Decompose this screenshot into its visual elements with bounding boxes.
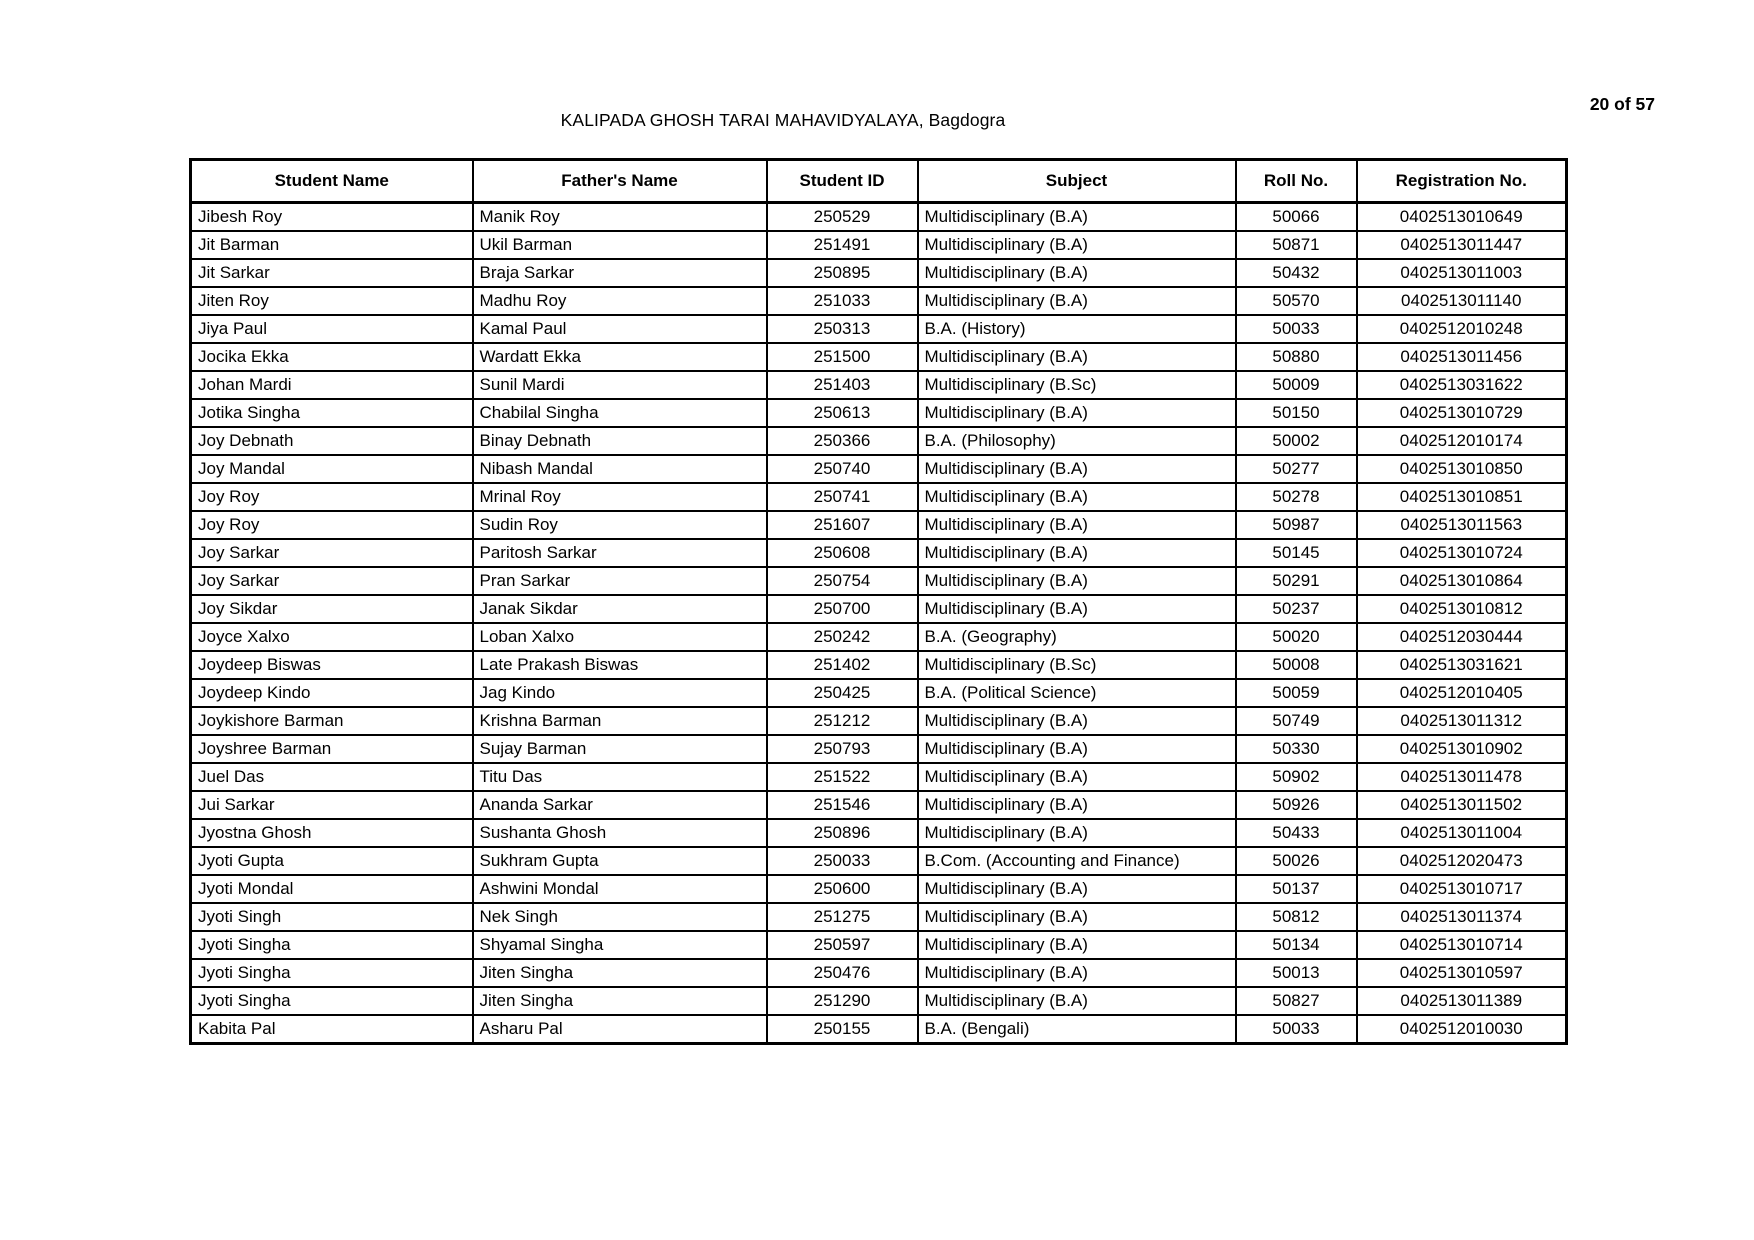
- cell-subject: Multidisciplinary (B.A): [918, 483, 1236, 511]
- page-number-indicator: 20 of 57: [1589, 94, 1655, 114]
- cell-subject: Multidisciplinary (B.A): [918, 735, 1236, 763]
- column-header-student-id: Student ID: [767, 160, 918, 203]
- cell-fathers-name: Janak Sikdar: [473, 595, 767, 623]
- cell-student-id: 250313: [767, 315, 918, 343]
- cell-roll-no: 50291: [1236, 567, 1357, 595]
- cell-student-id: 250033: [767, 847, 918, 875]
- table-row: [191, 707, 1567, 735]
- cell-subject: Multidisciplinary (B.A): [918, 707, 1236, 735]
- table-row: [191, 231, 1567, 259]
- cell-fathers-name: Ukil Barman: [473, 231, 767, 259]
- cell-subject: B.A. (Geography): [918, 623, 1236, 651]
- cell-student-id: 251033: [767, 287, 918, 315]
- cell-student-name: Kabita Pal: [191, 1015, 473, 1044]
- cell-student-name: Joy Roy: [191, 483, 473, 511]
- table-row: [191, 735, 1567, 763]
- cell-registration-no: 0402513011003: [1357, 259, 1567, 287]
- cell-student-id: 250741: [767, 483, 918, 511]
- cell-subject: Multidisciplinary (B.A): [918, 987, 1236, 1015]
- table-row: [191, 623, 1567, 651]
- cell-roll-no: 50020: [1236, 623, 1357, 651]
- cell-roll-no: 50926: [1236, 791, 1357, 819]
- cell-student-id: 251500: [767, 343, 918, 371]
- cell-student-name: Jyoti Singha: [191, 931, 473, 959]
- cell-student-id: 250793: [767, 735, 918, 763]
- cell-fathers-name: Sukhram Gupta: [473, 847, 767, 875]
- cell-student-name: Joy Mandal: [191, 455, 473, 483]
- cell-fathers-name: Loban Xalxo: [473, 623, 767, 651]
- cell-fathers-name: Ashwini Mondal: [473, 875, 767, 903]
- table-row: [191, 259, 1567, 287]
- cell-fathers-name: Late Prakash Biswas: [473, 651, 767, 679]
- cell-registration-no: 0402513010597: [1357, 959, 1567, 987]
- cell-roll-no: 50871: [1236, 231, 1357, 259]
- cell-student-id: 250896: [767, 819, 918, 847]
- cell-roll-no: 50150: [1236, 399, 1357, 427]
- table-row: [191, 595, 1567, 623]
- cell-roll-no: 50827: [1236, 987, 1357, 1015]
- cell-student-id: 250155: [767, 1015, 918, 1044]
- column-header-roll-no: Roll No.: [1236, 160, 1357, 203]
- cell-student-name: Joykishore Barman: [191, 707, 473, 735]
- cell-student-id: 251546: [767, 791, 918, 819]
- cell-subject: Multidisciplinary (B.A): [918, 959, 1236, 987]
- cell-fathers-name: Nibash Mandal: [473, 455, 767, 483]
- table-row: [191, 791, 1567, 819]
- cell-student-id: 250700: [767, 595, 918, 623]
- cell-roll-no: 50066: [1236, 203, 1357, 232]
- cell-subject: Multidisciplinary (B.A): [918, 287, 1236, 315]
- cell-fathers-name: Madhu Roy: [473, 287, 767, 315]
- cell-registration-no: 0402513010851: [1357, 483, 1567, 511]
- cell-fathers-name: Kamal Paul: [473, 315, 767, 343]
- cell-student-id: 250613: [767, 399, 918, 427]
- cell-student-id: 250754: [767, 567, 918, 595]
- cell-student-name: Jui Sarkar: [191, 791, 473, 819]
- cell-subject: Multidisciplinary (B.A): [918, 763, 1236, 791]
- table-row: [191, 987, 1567, 1015]
- cell-student-name: Joydeep Biswas: [191, 651, 473, 679]
- cell-student-id: 250425: [767, 679, 918, 707]
- table-row: [191, 483, 1567, 511]
- cell-fathers-name: Binay Debnath: [473, 427, 767, 455]
- cell-student-id: 251402: [767, 651, 918, 679]
- table-row: [191, 819, 1567, 847]
- cell-student-name: Joy Sikdar: [191, 595, 473, 623]
- cell-fathers-name: Wardatt Ekka: [473, 343, 767, 371]
- cell-fathers-name: Asharu Pal: [473, 1015, 767, 1044]
- cell-subject: Multidisciplinary (B.A): [918, 259, 1236, 287]
- cell-student-name: Joyshree Barman: [191, 735, 473, 763]
- cell-registration-no: 0402513010850: [1357, 455, 1567, 483]
- cell-subject: Multidisciplinary (B.A): [918, 511, 1236, 539]
- cell-student-name: Juel Das: [191, 763, 473, 791]
- cell-subject: Multidisciplinary (B.A): [918, 343, 1236, 371]
- cell-fathers-name: Nek Singh: [473, 903, 767, 931]
- table-row: [191, 511, 1567, 539]
- cell-student-name: Jibesh Roy: [191, 203, 473, 232]
- cell-registration-no: 0402513011456: [1357, 343, 1567, 371]
- table-row: [191, 455, 1567, 483]
- cell-registration-no: 0402512020473: [1357, 847, 1567, 875]
- cell-fathers-name: Shyamal Singha: [473, 931, 767, 959]
- cell-student-name: Jyoti Singha: [191, 959, 473, 987]
- cell-student-id: 251522: [767, 763, 918, 791]
- cell-roll-no: 50987: [1236, 511, 1357, 539]
- table-row: [191, 763, 1567, 791]
- table-row: [191, 371, 1567, 399]
- cell-fathers-name: Jiten Singha: [473, 987, 767, 1015]
- cell-subject: Multidisciplinary (B.A): [918, 931, 1236, 959]
- cell-registration-no: 0402513010812: [1357, 595, 1567, 623]
- cell-student-id: 251275: [767, 903, 918, 931]
- cell-roll-no: 50880: [1236, 343, 1357, 371]
- cell-fathers-name: Jag Kindo: [473, 679, 767, 707]
- cell-subject: Multidisciplinary (B.Sc): [918, 371, 1236, 399]
- cell-subject: Multidisciplinary (B.A): [918, 539, 1236, 567]
- cell-student-name: Jocika Ekka: [191, 343, 473, 371]
- cell-fathers-name: Sujay Barman: [473, 735, 767, 763]
- cell-student-name: Jit Sarkar: [191, 259, 473, 287]
- cell-roll-no: 50570: [1236, 287, 1357, 315]
- cell-roll-no: 50145: [1236, 539, 1357, 567]
- cell-registration-no: 0402513010714: [1357, 931, 1567, 959]
- table-row: [191, 959, 1567, 987]
- table-row: [191, 399, 1567, 427]
- cell-fathers-name: Sudin Roy: [473, 511, 767, 539]
- cell-student-id: 251212: [767, 707, 918, 735]
- table-row: [191, 931, 1567, 959]
- cell-fathers-name: Ananda Sarkar: [473, 791, 767, 819]
- cell-student-id: 251403: [767, 371, 918, 399]
- cell-registration-no: 0402512010248: [1357, 315, 1567, 343]
- cell-roll-no: 50033: [1236, 315, 1357, 343]
- cell-roll-no: 50013: [1236, 959, 1357, 987]
- table-header-row: [191, 160, 1567, 203]
- table-row: [191, 315, 1567, 343]
- cell-registration-no: 0402512010174: [1357, 427, 1567, 455]
- cell-subject: B.Com. (Accounting and Finance): [918, 847, 1236, 875]
- cell-fathers-name: Sushanta Ghosh: [473, 819, 767, 847]
- cell-subject: Multidisciplinary (B.A): [918, 819, 1236, 847]
- table-body: [191, 203, 1567, 1044]
- cell-subject: Multidisciplinary (B.A): [918, 595, 1236, 623]
- cell-roll-no: 50026: [1236, 847, 1357, 875]
- cell-subject: B.A. (Philosophy): [918, 427, 1236, 455]
- cell-fathers-name: Pran Sarkar: [473, 567, 767, 595]
- cell-roll-no: 50059: [1236, 679, 1357, 707]
- cell-student-name: Joy Debnath: [191, 427, 473, 455]
- cell-subject: B.A. (History): [918, 315, 1236, 343]
- table-row: [191, 287, 1567, 315]
- cell-subject: Multidisciplinary (B.A): [918, 875, 1236, 903]
- cell-fathers-name: Mrinal Roy: [473, 483, 767, 511]
- cell-student-id: 250597: [767, 931, 918, 959]
- cell-registration-no: 0402513011374: [1357, 903, 1567, 931]
- table-row: [191, 847, 1567, 875]
- student-table: [189, 158, 1568, 1045]
- cell-registration-no: 0402513010729: [1357, 399, 1567, 427]
- cell-student-name: Johan Mardi: [191, 371, 473, 399]
- cell-student-name: Jiya Paul: [191, 315, 473, 343]
- cell-student-name: Jit Barman: [191, 231, 473, 259]
- table-row: [191, 343, 1567, 371]
- column-header-fathers-name: Father's Name: [473, 160, 767, 203]
- table-row: [191, 679, 1567, 707]
- cell-fathers-name: Paritosh Sarkar: [473, 539, 767, 567]
- cell-registration-no: 0402513011563: [1357, 511, 1567, 539]
- cell-registration-no: 0402513031621: [1357, 651, 1567, 679]
- cell-subject: Multidisciplinary (B.Sc): [918, 651, 1236, 679]
- table-row: [191, 875, 1567, 903]
- cell-subject: Multidisciplinary (B.A): [918, 231, 1236, 259]
- cell-student-id: 250895: [767, 259, 918, 287]
- cell-subject: Multidisciplinary (B.A): [918, 791, 1236, 819]
- cell-roll-no: 50134: [1236, 931, 1357, 959]
- cell-student-name: Jyostna Ghosh: [191, 819, 473, 847]
- cell-roll-no: 50749: [1236, 707, 1357, 735]
- cell-subject: Multidisciplinary (B.A): [918, 399, 1236, 427]
- table-row: [191, 427, 1567, 455]
- cell-registration-no: 0402513010717: [1357, 875, 1567, 903]
- cell-registration-no: 0402512030444: [1357, 623, 1567, 651]
- table-row: [191, 567, 1567, 595]
- cell-roll-no: 50008: [1236, 651, 1357, 679]
- cell-subject: Multidisciplinary (B.A): [918, 455, 1236, 483]
- cell-student-id: 251290: [767, 987, 918, 1015]
- table-row: [191, 1015, 1567, 1044]
- cell-student-name: Joydeep Kindo: [191, 679, 473, 707]
- column-header-registration-no: Registration No.: [1357, 160, 1567, 203]
- cell-student-id: 250740: [767, 455, 918, 483]
- cell-student-id: 250476: [767, 959, 918, 987]
- cell-registration-no: 0402513011389: [1357, 987, 1567, 1015]
- cell-fathers-name: Jiten Singha: [473, 959, 767, 987]
- cell-roll-no: 50033: [1236, 1015, 1357, 1044]
- cell-student-id: 250529: [767, 203, 918, 232]
- cell-subject: Multidisciplinary (B.A): [918, 903, 1236, 931]
- column-header-student-name: Student Name: [191, 160, 473, 203]
- cell-student-id: 250600: [767, 875, 918, 903]
- cell-fathers-name: Sunil Mardi: [473, 371, 767, 399]
- cell-roll-no: 50137: [1236, 875, 1357, 903]
- cell-registration-no: 0402512010030: [1357, 1015, 1567, 1044]
- cell-registration-no: 0402512010405: [1357, 679, 1567, 707]
- cell-fathers-name: Manik Roy: [473, 203, 767, 232]
- cell-roll-no: 50812: [1236, 903, 1357, 931]
- table-row: [191, 203, 1567, 232]
- cell-roll-no: 50009: [1236, 371, 1357, 399]
- cell-student-id: 251607: [767, 511, 918, 539]
- cell-roll-no: 50278: [1236, 483, 1357, 511]
- cell-student-id: 250366: [767, 427, 918, 455]
- table-row: [191, 903, 1567, 931]
- cell-registration-no: 0402513011447: [1357, 231, 1567, 259]
- cell-roll-no: 50330: [1236, 735, 1357, 763]
- cell-fathers-name: Braja Sarkar: [473, 259, 767, 287]
- cell-registration-no: 0402513011478: [1357, 763, 1567, 791]
- cell-registration-no: 0402513010864: [1357, 567, 1567, 595]
- cell-registration-no: 0402513011004: [1357, 819, 1567, 847]
- cell-subject: Multidisciplinary (B.A): [918, 203, 1236, 232]
- cell-roll-no: 50277: [1236, 455, 1357, 483]
- cell-student-name: Jyoti Singh: [191, 903, 473, 931]
- cell-student-id: 250608: [767, 539, 918, 567]
- page-title: KALIPADA GHOSH TARAI MAHAVIDYALAYA, Bagdogra: [560, 110, 1006, 130]
- cell-registration-no: 0402513010649: [1357, 203, 1567, 232]
- cell-subject: B.A. (Political Science): [918, 679, 1236, 707]
- cell-registration-no: 0402513010902: [1357, 735, 1567, 763]
- column-header-subject: Subject: [918, 160, 1236, 203]
- cell-fathers-name: Krishna Barman: [473, 707, 767, 735]
- cell-registration-no: 0402513010724: [1357, 539, 1567, 567]
- cell-fathers-name: Titu Das: [473, 763, 767, 791]
- table-row: [191, 539, 1567, 567]
- cell-student-name: Joyce Xalxo: [191, 623, 473, 651]
- cell-subject: B.A. (Bengali): [918, 1015, 1236, 1044]
- cell-student-id: 250242: [767, 623, 918, 651]
- cell-roll-no: 50433: [1236, 819, 1357, 847]
- cell-student-name: Joy Sarkar: [191, 539, 473, 567]
- cell-registration-no: 0402513011502: [1357, 791, 1567, 819]
- cell-roll-no: 50902: [1236, 763, 1357, 791]
- cell-student-name: Jotika Singha: [191, 399, 473, 427]
- cell-student-id: 251491: [767, 231, 918, 259]
- cell-subject: Multidisciplinary (B.A): [918, 567, 1236, 595]
- cell-fathers-name: Chabilal Singha: [473, 399, 767, 427]
- cell-student-name: Jyoti Gupta: [191, 847, 473, 875]
- cell-registration-no: 0402513011312: [1357, 707, 1567, 735]
- cell-roll-no: 50432: [1236, 259, 1357, 287]
- table-row: [191, 651, 1567, 679]
- cell-registration-no: 0402513011140: [1357, 287, 1567, 315]
- cell-roll-no: 50237: [1236, 595, 1357, 623]
- cell-registration-no: 0402513031622: [1357, 371, 1567, 399]
- cell-roll-no: 50002: [1236, 427, 1357, 455]
- cell-student-name: Jiten Roy: [191, 287, 473, 315]
- cell-student-name: Jyoti Mondal: [191, 875, 473, 903]
- cell-student-name: Jyoti Singha: [191, 987, 473, 1015]
- cell-student-name: Joy Roy: [191, 511, 473, 539]
- cell-student-name: Joy Sarkar: [191, 567, 473, 595]
